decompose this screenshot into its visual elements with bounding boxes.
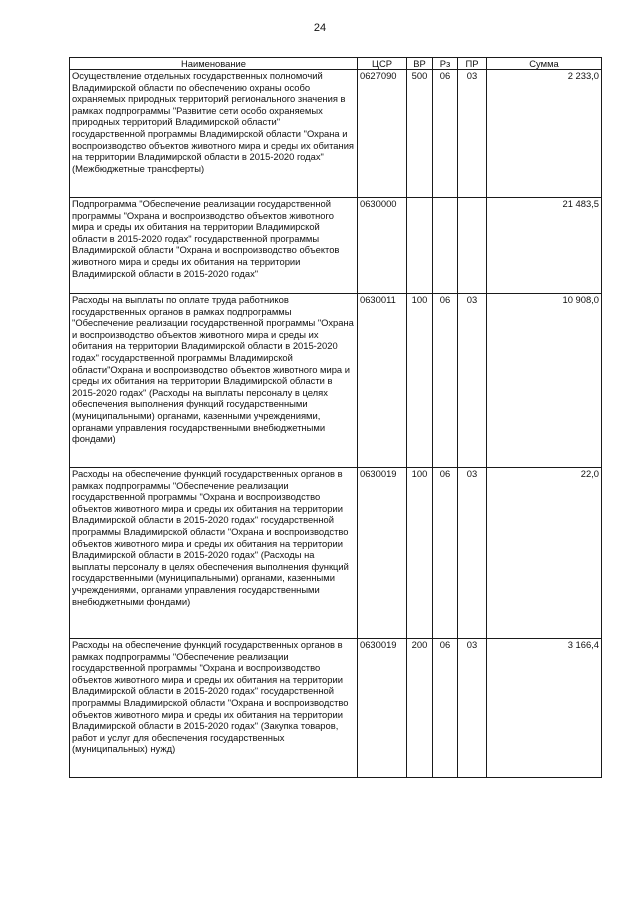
table-row: [70, 198, 602, 294]
cell-csr: 0630019: [358, 468, 407, 639]
cell-csr: 0630019: [358, 639, 407, 778]
cell-pr: 03: [458, 639, 487, 778]
cell-name: Расходы на обеспечение функций государственных органов в рамках подпрограммы "Обеспечение реализации государственной программы "Охрана и воспроизводство объектов животного мира и среды их обитания на территории Владимирской области в 2015-2020 годах" государственной программы Владимирской области "Охрана и воспроизводство объектов животного мира и среды их обитания на территории Владимирской области в 2015-2020 годах" (Расходы на выплаты персоналу в целях обеспечения выполнения функций государственными (муниципальными) органами, казенными учреждениями, органами управления государственными внебюджетными фондами): [70, 468, 358, 639]
cell-vr: 500: [407, 70, 433, 198]
table-header-row: [70, 58, 602, 70]
cell-csr: 0627090: [358, 70, 407, 198]
header-name: Наименование: [70, 58, 358, 70]
page-number: 24: [313, 22, 327, 34]
cell-name: Осуществление отдельных государственных полномочий Владимирской области по обеспечению охраны особо охраняемых природных территорий регионального значения в рамках подпрограммы "Развитие сети особо охраняемых природных территорий Владимирской области" государственной программы Владимирской области "Охрана и воспроизводство объектов животного мира и среды их обитания на территории Владимирской области в 2015-2020 годах" (Межбюджетные трансферты): [70, 70, 358, 198]
cell-name: Расходы на выплаты по оплате труда работников государственных органов в рамках подпрограммы "Обеспечение реализации государственной программы "Охрана и воспроизводство объектов животного мира и среды их обитания на территории Владимирской области в 2015-2020 годах" государственной программы Владимирской области"Охрана и воспроизводство объектов животного мира и среды их обитания на территории Владимирской области в 2015-2020 годах" (Расходы на выплаты персоналу в целях обеспечения выполнения функций государственными (муниципальными) органами, казенными учреждениями, органами управления государственными внебюджетными фондами): [70, 294, 358, 468]
cell-rz: 06: [433, 468, 458, 639]
cell-rz: [433, 198, 458, 294]
cell-rz: 06: [433, 639, 458, 778]
cell-vr: 100: [407, 294, 433, 468]
table-row: [70, 639, 602, 778]
cell-csr: 0630000: [358, 198, 407, 294]
cell-sum: 21 483,5: [487, 198, 602, 294]
header-csr: ЦСР: [358, 58, 407, 70]
table-row: [70, 294, 602, 468]
header-vr: ВР: [407, 58, 433, 70]
header-sum: Сумма: [487, 58, 602, 70]
cell-rz: 06: [433, 294, 458, 468]
cell-name: Подпрограмма "Обеспечение реализации государственной программы "Охрана и воспроизводство объектов животного мира и среды их обитания на территории Владимирской области в 2015-2020 годах" государственной программы Владимирской области "Охрана и воспроизводство объектов животного мира и среды их обитания на территории Владимирской области в 2015-2020 годах": [70, 198, 358, 294]
header-rz: Рз: [433, 58, 458, 70]
cell-sum: 22,0: [487, 468, 602, 639]
cell-csr: 0630011: [358, 294, 407, 468]
table-row: [70, 468, 602, 639]
cell-pr: 03: [458, 468, 487, 639]
cell-sum: 3 166,4: [487, 639, 602, 778]
cell-rz: 06: [433, 70, 458, 198]
cell-vr: 200: [407, 639, 433, 778]
cell-pr: 03: [458, 294, 487, 468]
cell-vr: 100: [407, 468, 433, 639]
cell-name: Расходы на обеспечение функций государственных органов в рамках подпрограммы "Обеспечение реализации государственной программы "Охрана и воспроизводство объектов животного мира и среды их обитания на территории Владимирской области в 2015-2020 годах" государственной программы Владимирской области "Охрана и воспроизводство объектов животного мира и среды их обитания на территории Владимирской области в 2015-2020 годах" (Закупка товаров, работ и услуг для обеспечения государственных (муниципальных) нужд): [70, 639, 358, 778]
header-pr: ПР: [458, 58, 487, 70]
cell-vr: [407, 198, 433, 294]
cell-pr: 03: [458, 70, 487, 198]
cell-sum: 10 908,0: [487, 294, 602, 468]
cell-pr: [458, 198, 487, 294]
budget-table: [69, 57, 602, 778]
cell-sum: 2 233,0: [487, 70, 602, 198]
table-row: [70, 70, 602, 198]
